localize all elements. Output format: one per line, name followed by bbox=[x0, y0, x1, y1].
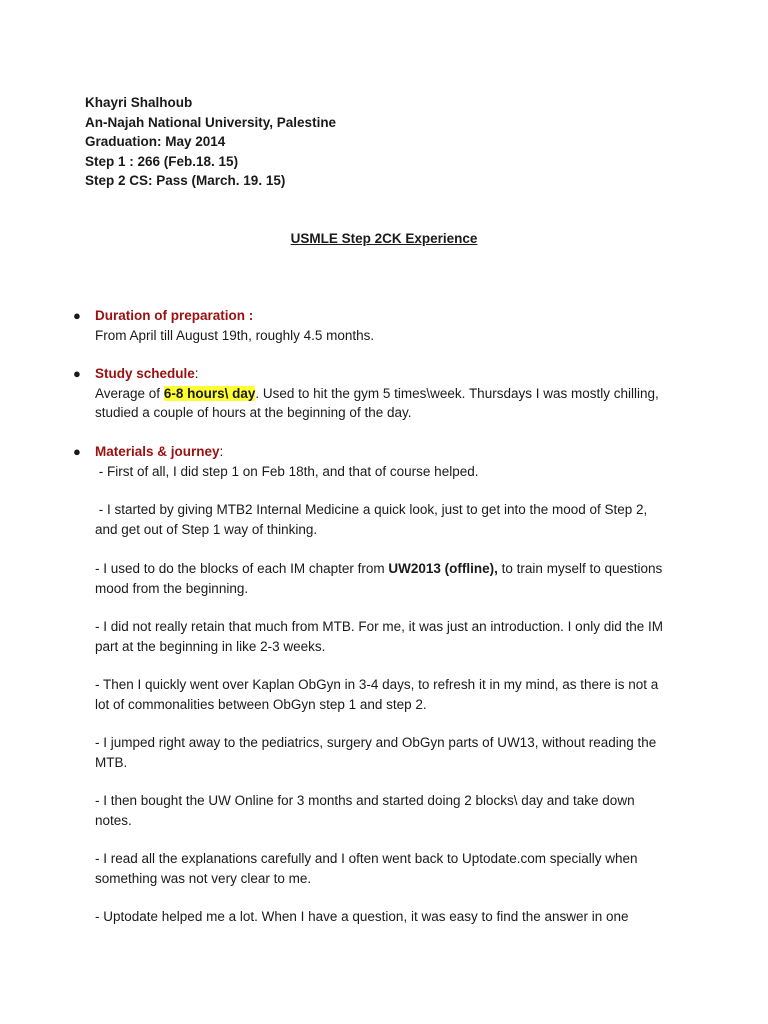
materials-paragraph-3 bbox=[95, 559, 695, 598]
p5-line2: lot of commonalities between ObGyn step 1 and step 2. bbox=[95, 696, 427, 712]
section-duration bbox=[73, 306, 695, 345]
bullet-icon: ● bbox=[73, 366, 81, 381]
p3-bold: UW2013 (offline), bbox=[388, 561, 498, 576]
step2cs-result: Step 2 CS: Pass (March. 19. 15) bbox=[85, 173, 286, 188]
materials-heading: Materials & journey bbox=[95, 444, 220, 459]
p3-line2: mood from the beginning. bbox=[95, 580, 249, 596]
schedule-text-line1 bbox=[95, 384, 695, 404]
materials-paragraph-6 bbox=[95, 733, 695, 772]
materials-paragraph-4 bbox=[95, 617, 695, 656]
schedule-heading: Study schedule bbox=[95, 366, 195, 381]
author-header bbox=[85, 93, 336, 191]
duration-heading: Duration of preparation : bbox=[95, 308, 254, 323]
schedule-text-line2: studied a couple of hours at the beginning of the day. bbox=[95, 405, 412, 420]
bullet-icon: ● bbox=[73, 308, 81, 323]
materials-heading-colon: : bbox=[219, 444, 224, 459]
p6-line2: MTB. bbox=[95, 754, 128, 770]
schedule-highlight: 6-8 hours\ day bbox=[163, 385, 256, 401]
materials-heading-line bbox=[95, 442, 695, 462]
materials-paragraph-1: - First of all, I did step 1 on Feb 18th, and that of course helped. bbox=[95, 463, 479, 479]
p2-line1: - I started by giving MTB2 Internal Medicine a quick look, just to get into the mood of Step 2, bbox=[95, 502, 648, 517]
p2-line2: and get out of Step 1 way of thinking. bbox=[95, 521, 318, 537]
schedule-text-post: . Used to hit the gym 5 times\week. Thursdays I was mostly chilling, bbox=[255, 385, 659, 401]
p4-line1: - I did not really retain that much from MTB. For me, it was just an introduction. I only did the IM bbox=[95, 619, 663, 634]
author-name: Khayri Shalhoub bbox=[85, 95, 193, 110]
p8-line2: something was not very clear to me. bbox=[95, 870, 312, 886]
materials-paragraph-5 bbox=[95, 675, 695, 714]
p3-line1 bbox=[95, 559, 695, 579]
materials-paragraph-7 bbox=[95, 791, 695, 830]
p5-line1: - Then I quickly went over Kaplan ObGyn in 3-4 days, to refresh it in my mind, as there is not a bbox=[95, 677, 659, 692]
p9-line1: - Uptodate helped me a lot. When I have a question, it was easy to find the answer in one bbox=[95, 909, 629, 924]
schedule-heading-colon: : bbox=[194, 366, 199, 381]
materials-paragraph-2 bbox=[95, 500, 695, 539]
materials-paragraph-8 bbox=[95, 849, 695, 888]
document-title-text: USMLE Step 2CK Experience bbox=[290, 231, 478, 246]
p6-line1: - I jumped right away to the pediatrics, surgery and ObGyn parts of UW13, without reading the bbox=[95, 735, 657, 750]
bullet-icon: ● bbox=[73, 444, 81, 459]
p3-pre: - I used to do the blocks of each IM chapter from bbox=[95, 561, 389, 576]
graduation-date: Graduation: May 2014 bbox=[85, 134, 226, 149]
section-schedule bbox=[73, 364, 695, 423]
schedule-heading-line bbox=[95, 364, 695, 384]
step1-score: Step 1 : 266 (Feb.18. 15) bbox=[85, 153, 239, 169]
duration-text: From April till August 19th, roughly 4.5 months. bbox=[95, 327, 375, 343]
materials-paragraph-9 bbox=[95, 907, 695, 927]
author-university: An-Najah National University, Palestine bbox=[85, 114, 337, 130]
p3-post: to train myself to questions bbox=[497, 561, 663, 576]
p7-line2: notes. bbox=[95, 812, 132, 828]
p8-line1: - I read all the explanations carefully and I often went back to Uptodate.com specially when bbox=[95, 851, 638, 866]
document-title bbox=[0, 229, 768, 248]
p7-line1: - I then bought the UW Online for 3 months and started doing 2 blocks\ day and take down bbox=[95, 793, 635, 808]
section-materials bbox=[73, 442, 695, 481]
schedule-text-pre: Average of bbox=[95, 385, 164, 401]
p4-line2: part at the beginning in like 2-3 weeks. bbox=[95, 638, 326, 654]
